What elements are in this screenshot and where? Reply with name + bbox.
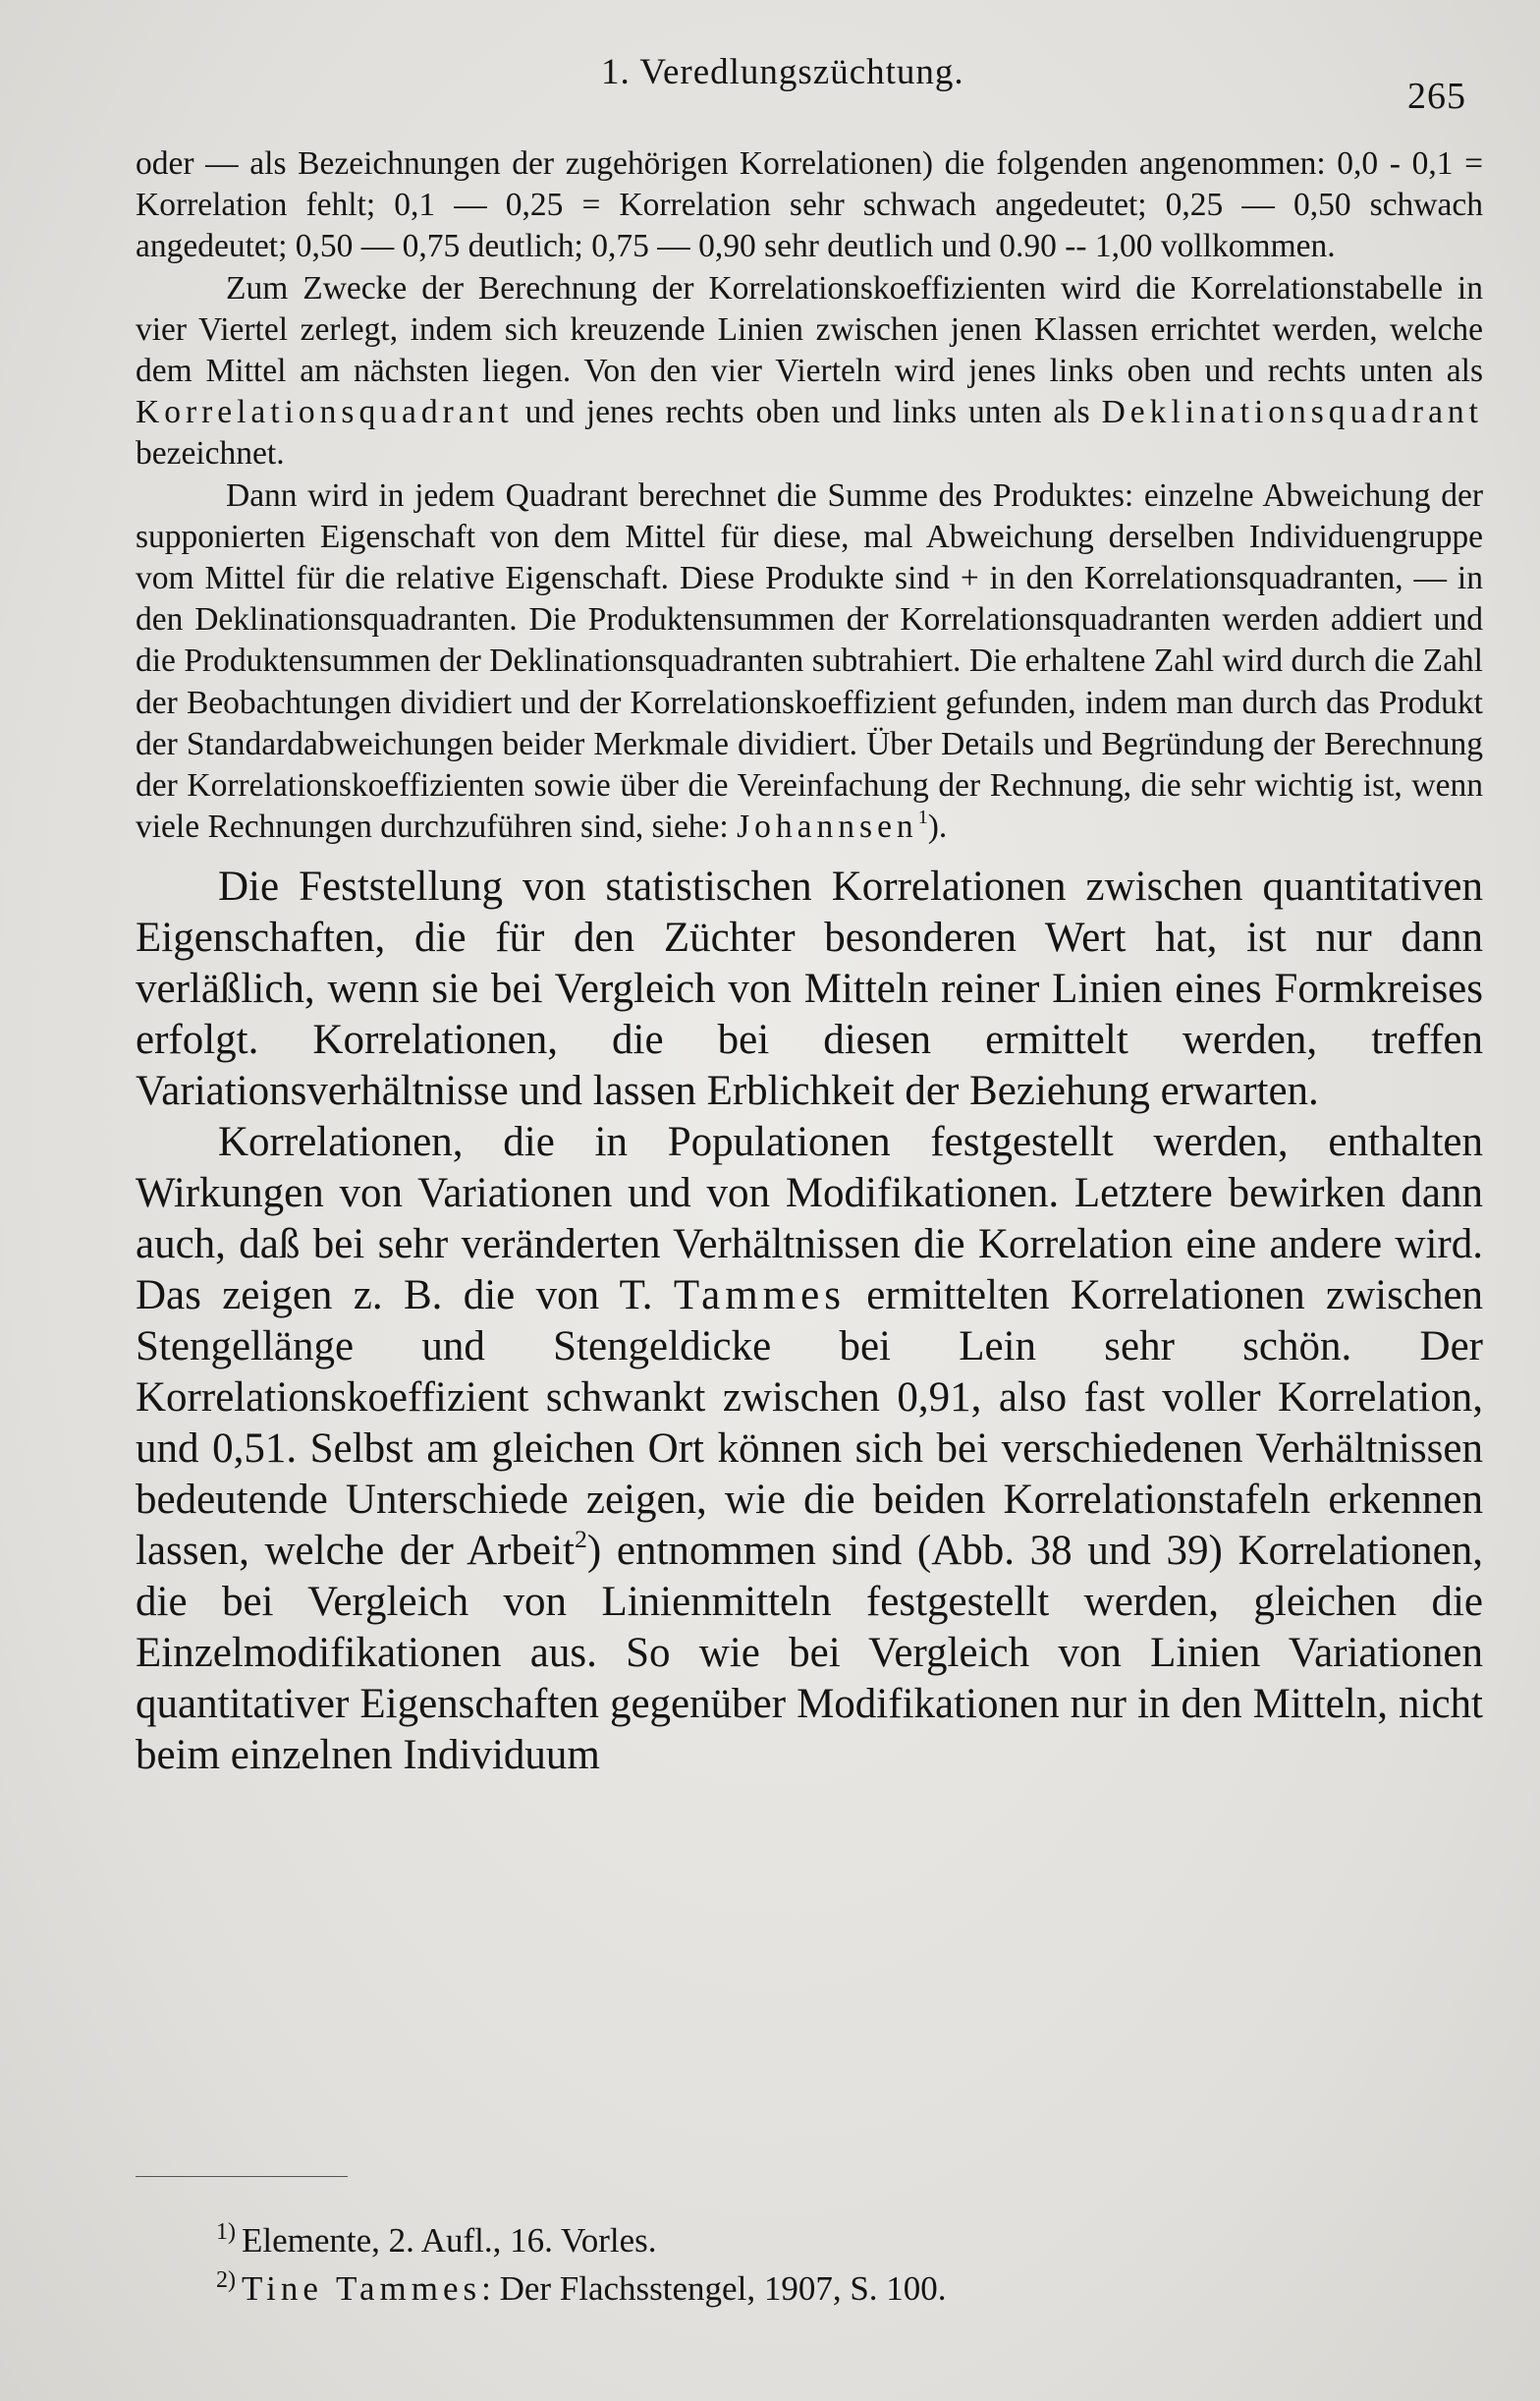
footnote-ref: 2 <box>574 1524 587 1553</box>
paragraph-text: bezeichnet. <box>136 435 285 473</box>
paragraph-text: Zum Zwecke der Berechnung der Korrelationskoeffizienten wird die Korrelationstabelle in vier Viertel zerlegt, indem sich kreuzende Linien zwischen jenen Klassen errichtet werden, welche dem Mittel am nächsten liegen. Von den vier Vierteln wird jenes links oben und rechts unten als <box>136 269 1483 390</box>
paragraph-text: ermittelten Korrelationen zwischen Stengellänge und Stengeldicke bei Lein sehr schön. Der Korrelationskoeffizient schwankt zwischen 0,91, also fast voller Korrelation, und 0,51. Selbst am gleichen Ort können sich bei verschiedenen Verhältnissen bedeutende Unterschiede zeigen, wie die beiden Korrelationstafeln erkennen lassen, welche der Arbeit <box>136 1272 1484 1575</box>
running-title: 1. Veredlungszüchtung. <box>601 52 964 92</box>
paragraph-text: oder — als Bezeichnungen der zugehörigen Korrelationen) die folgenden angenommen: 0,0 - 0,1 = Korrelation fehlt; 0,1 — 0,25 = Korrelation sehr schwach angedeutet; 0,25 — 0,50 schwach angedeutet; 0,50 — 0,75 deutlich; 0,75 — 0,90 sehr deutlich und 0.90 -- 1,00 vollkommen. <box>136 145 1483 265</box>
paragraph-populations <box>136 1117 1483 1781</box>
footnote-2: 2) Tine Tammes: Der Flachsstengel, 1907, S. 100. <box>216 2267 947 2308</box>
page-number: 265 <box>1407 76 1466 117</box>
paragraph-statistical-correlations <box>136 862 1483 1117</box>
page-header <box>0 51 1540 120</box>
footnote-text: : Der Flachsstengel, 1907, S. 100. <box>481 2269 947 2308</box>
paragraph-calculation <box>136 475 1483 849</box>
footnote-ref: 1 <box>917 807 928 829</box>
paragraph-text: und jenes rechts oben und links unten als <box>524 394 1090 431</box>
section-gap <box>136 848 1483 862</box>
footnote-divider <box>136 2176 348 2177</box>
main-text <box>136 143 1483 1781</box>
footnote-text: Elemente, 2. Aufl., 16. Vorles. <box>242 2221 657 2260</box>
author-name: Tammes <box>673 1272 846 1319</box>
paragraph-text: ) entnommen sind (Abb. 38 und 39) Korrelationen, die bei Vergleich von Linienmitteln festgestellt werden, gleichen die Einzelmodifikationen aus. So wie bei Vergleich von Linien Variationen quantitativer Eigenschaften gegenüber Modifikationen nur in den Mitteln, nicht beim einzelnen Individuum <box>136 1528 1483 1779</box>
paragraph-text: ). <box>927 809 948 846</box>
author-name: Johannsen <box>737 809 918 846</box>
emphasized-term: Deklinationsquadrant <box>1101 394 1483 431</box>
author-name: Tine Tammes <box>242 2269 482 2308</box>
footnotes <box>216 2216 1395 2313</box>
paragraph-text: Dann wird in jedem Quadrant berechnet die Summe des Produktes: einzelne Abweichung der supponierten Eigenschaft von dem Mittel für diese, mal Abweichung derselben Individuengruppe vom Mittel für die relative Eigenschaft. Diese Produkte sind + in den Korrelationsquadranten, — in den Deklinationsquadranten. Die Produktensummen der Korrelationsquadranten werden addiert und die Produktensummen der Deklinationsquadranten subtrahiert. Die erhaltene Zahl wird durch die Zahl der Beobachtungen dividiert und der Korrelationskoeffizient gefunden, indem man durch das Produkt der Standardabweichungen beider Merkmale dividiert. Über Details und Begründung der Berechnung der Korrelationskoeffizienten sowie über die Vereinfachung der Rechnung, die sehr wichtig ist, wenn viele Rechnungen durchzuführen sind, siehe: <box>136 476 1483 846</box>
paragraph-correlation-scale <box>136 143 1483 268</box>
paragraph-text: Korrelationen, die in Populationen festgestellt werden, enthalten Wirkungen von Variationen und von Modifikationen. Letztere bewirken dann auch, daß bei sehr veränderten Verhältnissen die Korrelation eine andere wird. Das zeigen z. B. die von T. <box>136 1119 1483 1319</box>
footnote-1: 1) Elemente, 2. Aufl., 16. Vorles. <box>216 2219 657 2260</box>
emphasized-term: Korrelationsquadrant <box>136 394 514 431</box>
paragraph-text: Die Feststellung von statistischen Korrelationen zwischen quantitativen Eigenschaften, die für den Züchter besonderen Wert hat, ist nur dann verläßlich, wenn sie bei Vergleich von Mitteln reiner Linien eines Formkreises erfolgt. Korrelationen, die bei diesen ermittelt werden, treffen Variationsverhältnisse und lassen Erblichkeit der Beziehung erwarten. <box>136 864 1483 1115</box>
paragraph-quadrants <box>136 268 1483 475</box>
